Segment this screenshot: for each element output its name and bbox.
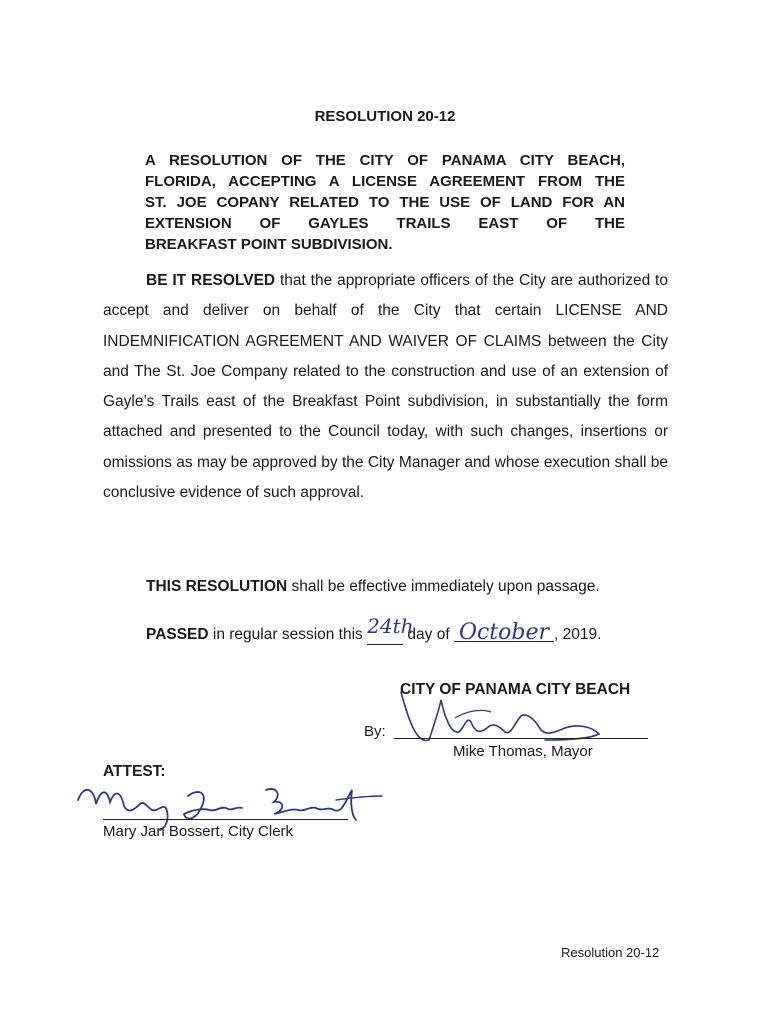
mayor-name: Mike Thomas, Mayor: [453, 743, 593, 760]
passed-day: 24th: [367, 614, 414, 638]
heading-line-3: ST. JOE COPANY RELATED TO THE USE OF LAND FOR AN: [145, 194, 625, 211]
by-label: By:: [364, 723, 386, 740]
clerk-signature-line: [103, 819, 348, 820]
effective-lead: THIS RESOLUTION: [146, 578, 288, 595]
city-signature-block: CITY OF PANAMA CITY BEACH: [400, 681, 631, 698]
body-text-2: between the City and The St. Joe Company related to the construction and use of an extension of Gayle’s Trails east of the Breakfast Point subdivision, in substantially the form attached and presented to the Council today, with such changes, insertions or omissions as may be approved by the City Manager and whose execution shall be conclusive evidence of such approval.: [103, 332, 669, 502]
resolution-title: RESOLUTION 20-12: [314, 108, 456, 125]
heading-line-5: BREAKFAST POINT SUBDIVISION.: [145, 236, 393, 253]
passed-day-field: [367, 614, 414, 645]
effective-text: shall be effective immediately upon passage.: [287, 578, 600, 595]
passed-text-3: , 2019.: [553, 626, 602, 643]
clerk-name: Mary Jan Bossert, City Clerk: [103, 823, 294, 840]
passed-clause: [146, 614, 602, 645]
effective-clause: [146, 578, 600, 596]
attest-label: ATTEST:: [103, 763, 166, 780]
passed-text-2: day of: [403, 626, 454, 643]
passed-month: October: [454, 625, 554, 642]
mayor-signature-line: [394, 738, 648, 739]
resolution-body: [103, 266, 668, 508]
passed-text-1: in regular session this: [208, 626, 368, 643]
heading-line-1: A RESOLUTION OF THE CITY OF PANAMA CITY BEACH,: [145, 152, 625, 169]
resolution-heading: [145, 150, 625, 255]
body-text-1: that the appropriate officers of the City are authorized to accept and deliver on behalf of the City that certain: [103, 272, 668, 320]
agreement-name: LICENSE AND INDEMNIFICATION AGREEMENT AND WAIVER OF CLAIMS: [103, 302, 668, 350]
heading-line-4: EXTENSION OF GAYLES TRAILS EAST OF THE: [145, 215, 625, 232]
body-lead: BE IT RESOLVED: [146, 272, 276, 289]
page-footer: Resolution 20-12: [561, 945, 660, 960]
heading-line-2: FLORIDA, ACCEPTING A LICENSE AGREEMENT FROM THE: [145, 173, 625, 190]
passed-lead: PASSED: [146, 626, 209, 643]
